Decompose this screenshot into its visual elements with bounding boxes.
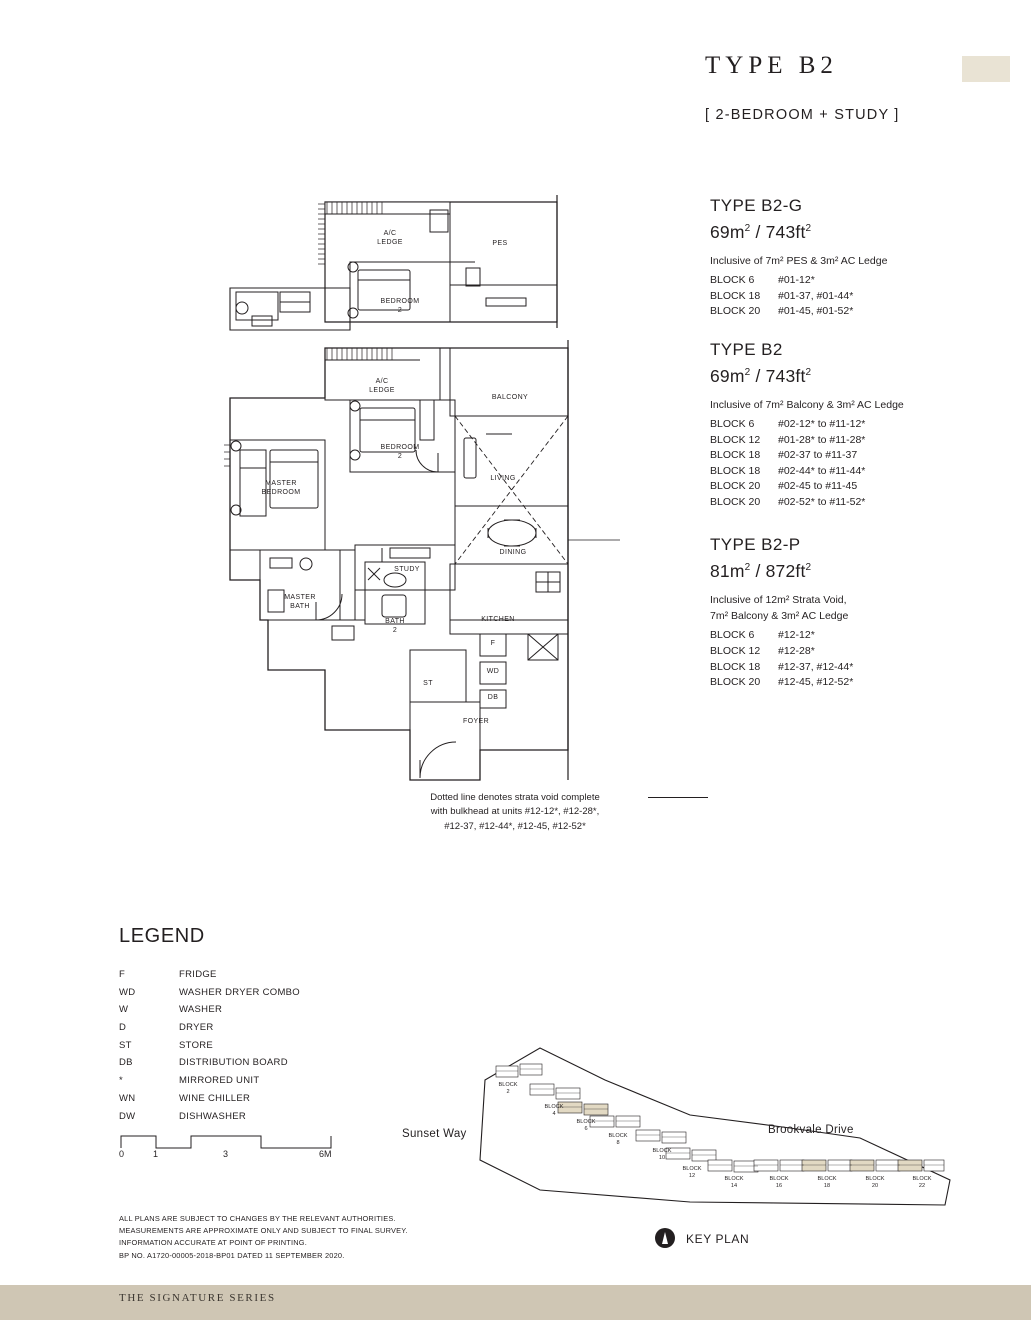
block-units: #01-12* bbox=[778, 274, 815, 287]
unit-note: Inclusive of 7m² PES & 3m² AC Ledge bbox=[710, 255, 888, 267]
legend-abbr: D bbox=[119, 1022, 127, 1034]
svg-text:BLOCK: BLOCK bbox=[865, 1176, 885, 1182]
label-foyer: FOYER bbox=[462, 718, 490, 725]
label-study: STUDY bbox=[394, 566, 420, 573]
svg-text:2: 2 bbox=[506, 1089, 510, 1095]
key-plan bbox=[390, 1020, 980, 1270]
unit-info-b2 bbox=[710, 340, 1010, 510]
legend-abbr: ST bbox=[119, 1039, 132, 1051]
label-store: ST bbox=[423, 680, 433, 687]
unit-row bbox=[710, 289, 1010, 305]
unit-area bbox=[710, 222, 1010, 243]
scale-ticks bbox=[119, 1135, 334, 1149]
typical-floor-plan bbox=[224, 340, 620, 780]
area-value-ft: / 872ft bbox=[750, 561, 806, 581]
block-units: #12-37, #12-44* bbox=[778, 660, 854, 673]
legend-desc: STORE bbox=[179, 1039, 214, 1051]
disclaimer-line: INFORMATION ACCURATE AT POINT OF PRINTING. bbox=[119, 1238, 307, 1248]
unit-type-title: TYPE B2-P bbox=[710, 535, 801, 554]
scale-tick-label: 6M bbox=[319, 1149, 332, 1159]
legend-desc: DISHWASHER bbox=[179, 1110, 247, 1122]
legend-item bbox=[119, 1005, 539, 1015]
label-line: BEDROOM bbox=[380, 298, 420, 305]
unit-note-line2: 7m² Balcony & 3m² AC Ledge bbox=[710, 610, 849, 623]
scale-tick-label: 0 bbox=[119, 1149, 125, 1159]
label-line: MASTER bbox=[265, 480, 297, 487]
block-name: BLOCK 12 bbox=[710, 644, 761, 657]
block-name: BLOCK 6 bbox=[710, 629, 755, 642]
key-plan-label: KEY PLAN bbox=[686, 1232, 750, 1246]
block-name: BLOCK 20 bbox=[710, 305, 761, 318]
svg-text:BLOCK: BLOCK bbox=[544, 1104, 564, 1110]
block-units: #02-12* to #11-12* bbox=[778, 418, 866, 431]
block-units: #12-12* bbox=[778, 629, 815, 642]
area-sup-ft: 2 bbox=[805, 367, 812, 379]
area-value-ft: / 743ft bbox=[750, 366, 806, 386]
road-label-sunset-way: Sunset Way bbox=[402, 1128, 467, 1140]
road-label-brookvale-drive: Brookvale Drive bbox=[768, 1124, 854, 1136]
legend-item bbox=[119, 988, 539, 998]
svg-text:8: 8 bbox=[616, 1140, 620, 1146]
svg-text:14: 14 bbox=[730, 1183, 738, 1189]
note-line: Dotted line denotes strata void complete bbox=[430, 792, 600, 803]
area-sup: 2 bbox=[744, 223, 751, 235]
label-line: A/C bbox=[375, 378, 389, 385]
legend-abbr: DB bbox=[119, 1057, 133, 1069]
block-units: #02-44* to #11-44* bbox=[778, 464, 866, 477]
block-name: BLOCK 18 bbox=[710, 449, 761, 462]
label-line: 2 bbox=[397, 306, 403, 314]
svg-text:4: 4 bbox=[552, 1111, 556, 1117]
scale-tick-label: 3 bbox=[223, 1149, 229, 1159]
unit-type-title: TYPE B2-G bbox=[710, 196, 803, 215]
block-name: BLOCK 6 bbox=[710, 418, 755, 431]
block-name: BLOCK 18 bbox=[710, 464, 761, 477]
svg-text:BLOCK: BLOCK bbox=[608, 1133, 628, 1139]
unit-area bbox=[710, 366, 1010, 387]
block-units: #02-52* to #11-52* bbox=[778, 495, 866, 508]
legend-desc: WINE CHILLER bbox=[179, 1092, 251, 1104]
label-ac-ledge bbox=[352, 378, 412, 396]
unit-row bbox=[710, 304, 1010, 320]
corner-swatch bbox=[962, 56, 1010, 82]
label-pes: PES bbox=[492, 240, 508, 247]
block-units: #12-45, #12-52* bbox=[778, 676, 854, 689]
legend-desc: DISTRIBUTION BOARD bbox=[179, 1057, 288, 1069]
svg-text:16: 16 bbox=[775, 1183, 783, 1189]
label-line: A/C bbox=[383, 230, 397, 237]
disclaimer-line: ALL PLANS ARE SUBJECT TO CHANGES BY THE RELEVANT AUTHORITIES. bbox=[119, 1214, 396, 1223]
label-washer-dryer: WD bbox=[486, 668, 500, 675]
legend-desc: FRIDGE bbox=[179, 969, 217, 980]
area-value-ft: / 743ft bbox=[750, 222, 806, 242]
legend-abbr: DW bbox=[119, 1110, 136, 1122]
label-bath2 bbox=[372, 618, 418, 636]
unit-type-title: TYPE B2 bbox=[710, 340, 783, 359]
north-compass-icon bbox=[655, 1228, 675, 1248]
unit-info-b2g bbox=[710, 196, 1010, 320]
block-name: BLOCK 20 bbox=[710, 676, 761, 689]
label-living: LIVING bbox=[490, 475, 516, 482]
unit-row bbox=[710, 417, 1010, 433]
block-name: BLOCK 18 bbox=[710, 660, 761, 673]
label-bedroom2 bbox=[365, 444, 435, 462]
legend-desc: WASHER DRYER COMBO bbox=[179, 986, 300, 998]
legend-abbr: F bbox=[119, 969, 126, 980]
scale-bar bbox=[119, 1135, 334, 1161]
area-value: 69m bbox=[710, 222, 745, 242]
block-name: BLOCK 20 bbox=[710, 495, 761, 508]
label-balcony: BALCONY bbox=[491, 394, 529, 401]
block-units: #01-45, #01-52* bbox=[778, 305, 854, 318]
block-units: #02-45 to #11-45 bbox=[778, 480, 858, 493]
page-subtitle: [ 2-BEDROOM + STUDY ] bbox=[705, 107, 900, 123]
unit-row bbox=[710, 660, 1010, 676]
area-sup: 2 bbox=[744, 367, 751, 379]
legend-title: LEGEND bbox=[119, 925, 205, 947]
area-value: 69m bbox=[710, 366, 745, 386]
label-line: BATH bbox=[385, 618, 405, 625]
area-sup-ft: 2 bbox=[805, 223, 812, 235]
label-line: LEDGE bbox=[369, 386, 395, 394]
label-line: LEDGE bbox=[377, 238, 403, 246]
disclaimer-line: MEASUREMENTS ARE APPROXIMATE ONLY AND SUBJECT TO FINAL SURVEY. bbox=[119, 1226, 408, 1236]
label-master-bath bbox=[272, 594, 328, 612]
unit-row bbox=[710, 628, 1010, 644]
legend-abbr: WN bbox=[119, 1092, 136, 1104]
area-sup: 2 bbox=[744, 562, 751, 574]
header bbox=[705, 52, 1005, 123]
legend-abbr: W bbox=[119, 1004, 129, 1016]
label-ac-ledge-ground bbox=[360, 230, 420, 248]
block-name: BLOCK 6 bbox=[710, 274, 755, 287]
unit-row bbox=[710, 273, 1010, 289]
unit-note: Inclusive of 7m² Balcony & 3m² AC Ledge bbox=[710, 399, 904, 411]
disclaimer-line: BP NO. A1720-00005-2018-BP01 DATED 11 SEPTEMBER 2020. bbox=[119, 1250, 345, 1260]
unit-row bbox=[710, 464, 1010, 480]
label-master-bedroom bbox=[248, 480, 314, 498]
block-units: #12-28* bbox=[778, 644, 815, 657]
label-line: BEDROOM bbox=[380, 444, 420, 451]
page-title: TYPE B2 bbox=[705, 52, 838, 79]
unit-row bbox=[710, 433, 1010, 449]
svg-text:18: 18 bbox=[823, 1183, 831, 1189]
label-distribution-board: DB bbox=[487, 694, 499, 701]
scale-labels bbox=[119, 1149, 334, 1161]
svg-text:12: 12 bbox=[688, 1173, 696, 1179]
block-units: #01-37, #01-44* bbox=[778, 289, 854, 302]
scale-tick-label: 1 bbox=[153, 1149, 159, 1159]
svg-text:10: 10 bbox=[658, 1155, 666, 1161]
block-name: BLOCK 18 bbox=[710, 289, 761, 302]
block-name: BLOCK 12 bbox=[710, 433, 761, 446]
svg-text:BLOCK: BLOCK bbox=[682, 1166, 702, 1172]
label-line: MASTER bbox=[284, 594, 316, 601]
label-fridge: F bbox=[490, 640, 496, 647]
area-value: 81m bbox=[710, 561, 745, 581]
svg-text:BLOCK: BLOCK bbox=[498, 1082, 518, 1088]
svg-text:BLOCK: BLOCK bbox=[576, 1119, 596, 1125]
label-line: BATH bbox=[290, 602, 310, 610]
svg-text:BLOCK: BLOCK bbox=[817, 1176, 837, 1182]
svg-text:22: 22 bbox=[918, 1183, 926, 1189]
unit-row bbox=[710, 448, 1010, 464]
block-name: BLOCK 20 bbox=[710, 480, 761, 493]
legend-item bbox=[119, 970, 539, 980]
unit-note-line1: Inclusive of 12m² Strata Void, bbox=[710, 594, 847, 606]
unit-row bbox=[710, 644, 1010, 660]
block-units: #02-37 to #11-37 bbox=[778, 449, 858, 462]
block-units: #01-28* to #11-28* bbox=[778, 433, 866, 446]
unit-area bbox=[710, 561, 1010, 582]
unit-row bbox=[710, 675, 1010, 691]
unit-row bbox=[710, 479, 1010, 495]
svg-text:BLOCK: BLOCK bbox=[769, 1176, 789, 1182]
label-dining: DINING bbox=[499, 549, 527, 556]
legend-abbr: WD bbox=[119, 986, 136, 998]
svg-text:BLOCK: BLOCK bbox=[912, 1176, 932, 1182]
unit-row bbox=[710, 495, 1010, 511]
svg-text:BLOCK: BLOCK bbox=[724, 1176, 744, 1182]
legend-desc: MIRRORED UNIT bbox=[179, 1075, 260, 1087]
label-line: 2 bbox=[392, 626, 398, 634]
footer-brand: THE SIGNATURE SERIES bbox=[119, 1292, 276, 1304]
svg-text:20: 20 bbox=[871, 1183, 879, 1189]
legend-abbr: * bbox=[119, 1075, 123, 1087]
note-line: #12-37, #12-44*, #12-45, #12-52* bbox=[444, 820, 586, 832]
strata-void-note bbox=[350, 791, 680, 834]
label-line: BEDROOM bbox=[261, 488, 301, 496]
svg-text:6: 6 bbox=[584, 1126, 588, 1132]
legend-desc: DRYER bbox=[179, 1022, 214, 1034]
label-line: 2 bbox=[397, 452, 403, 460]
floorplan-drawing bbox=[120, 150, 680, 850]
label-kitchen: KITCHEN bbox=[481, 616, 515, 623]
legend-desc: WASHER bbox=[179, 1004, 223, 1016]
label-bedroom2-ground bbox=[370, 298, 430, 316]
unit-info-b2p bbox=[710, 535, 1010, 691]
svg-text:BLOCK: BLOCK bbox=[652, 1148, 672, 1154]
note-line: with bulkhead at units #12-12*, #12-28*, bbox=[430, 806, 600, 818]
area-sup-ft: 2 bbox=[805, 562, 812, 574]
note-leader-line bbox=[648, 797, 708, 798]
